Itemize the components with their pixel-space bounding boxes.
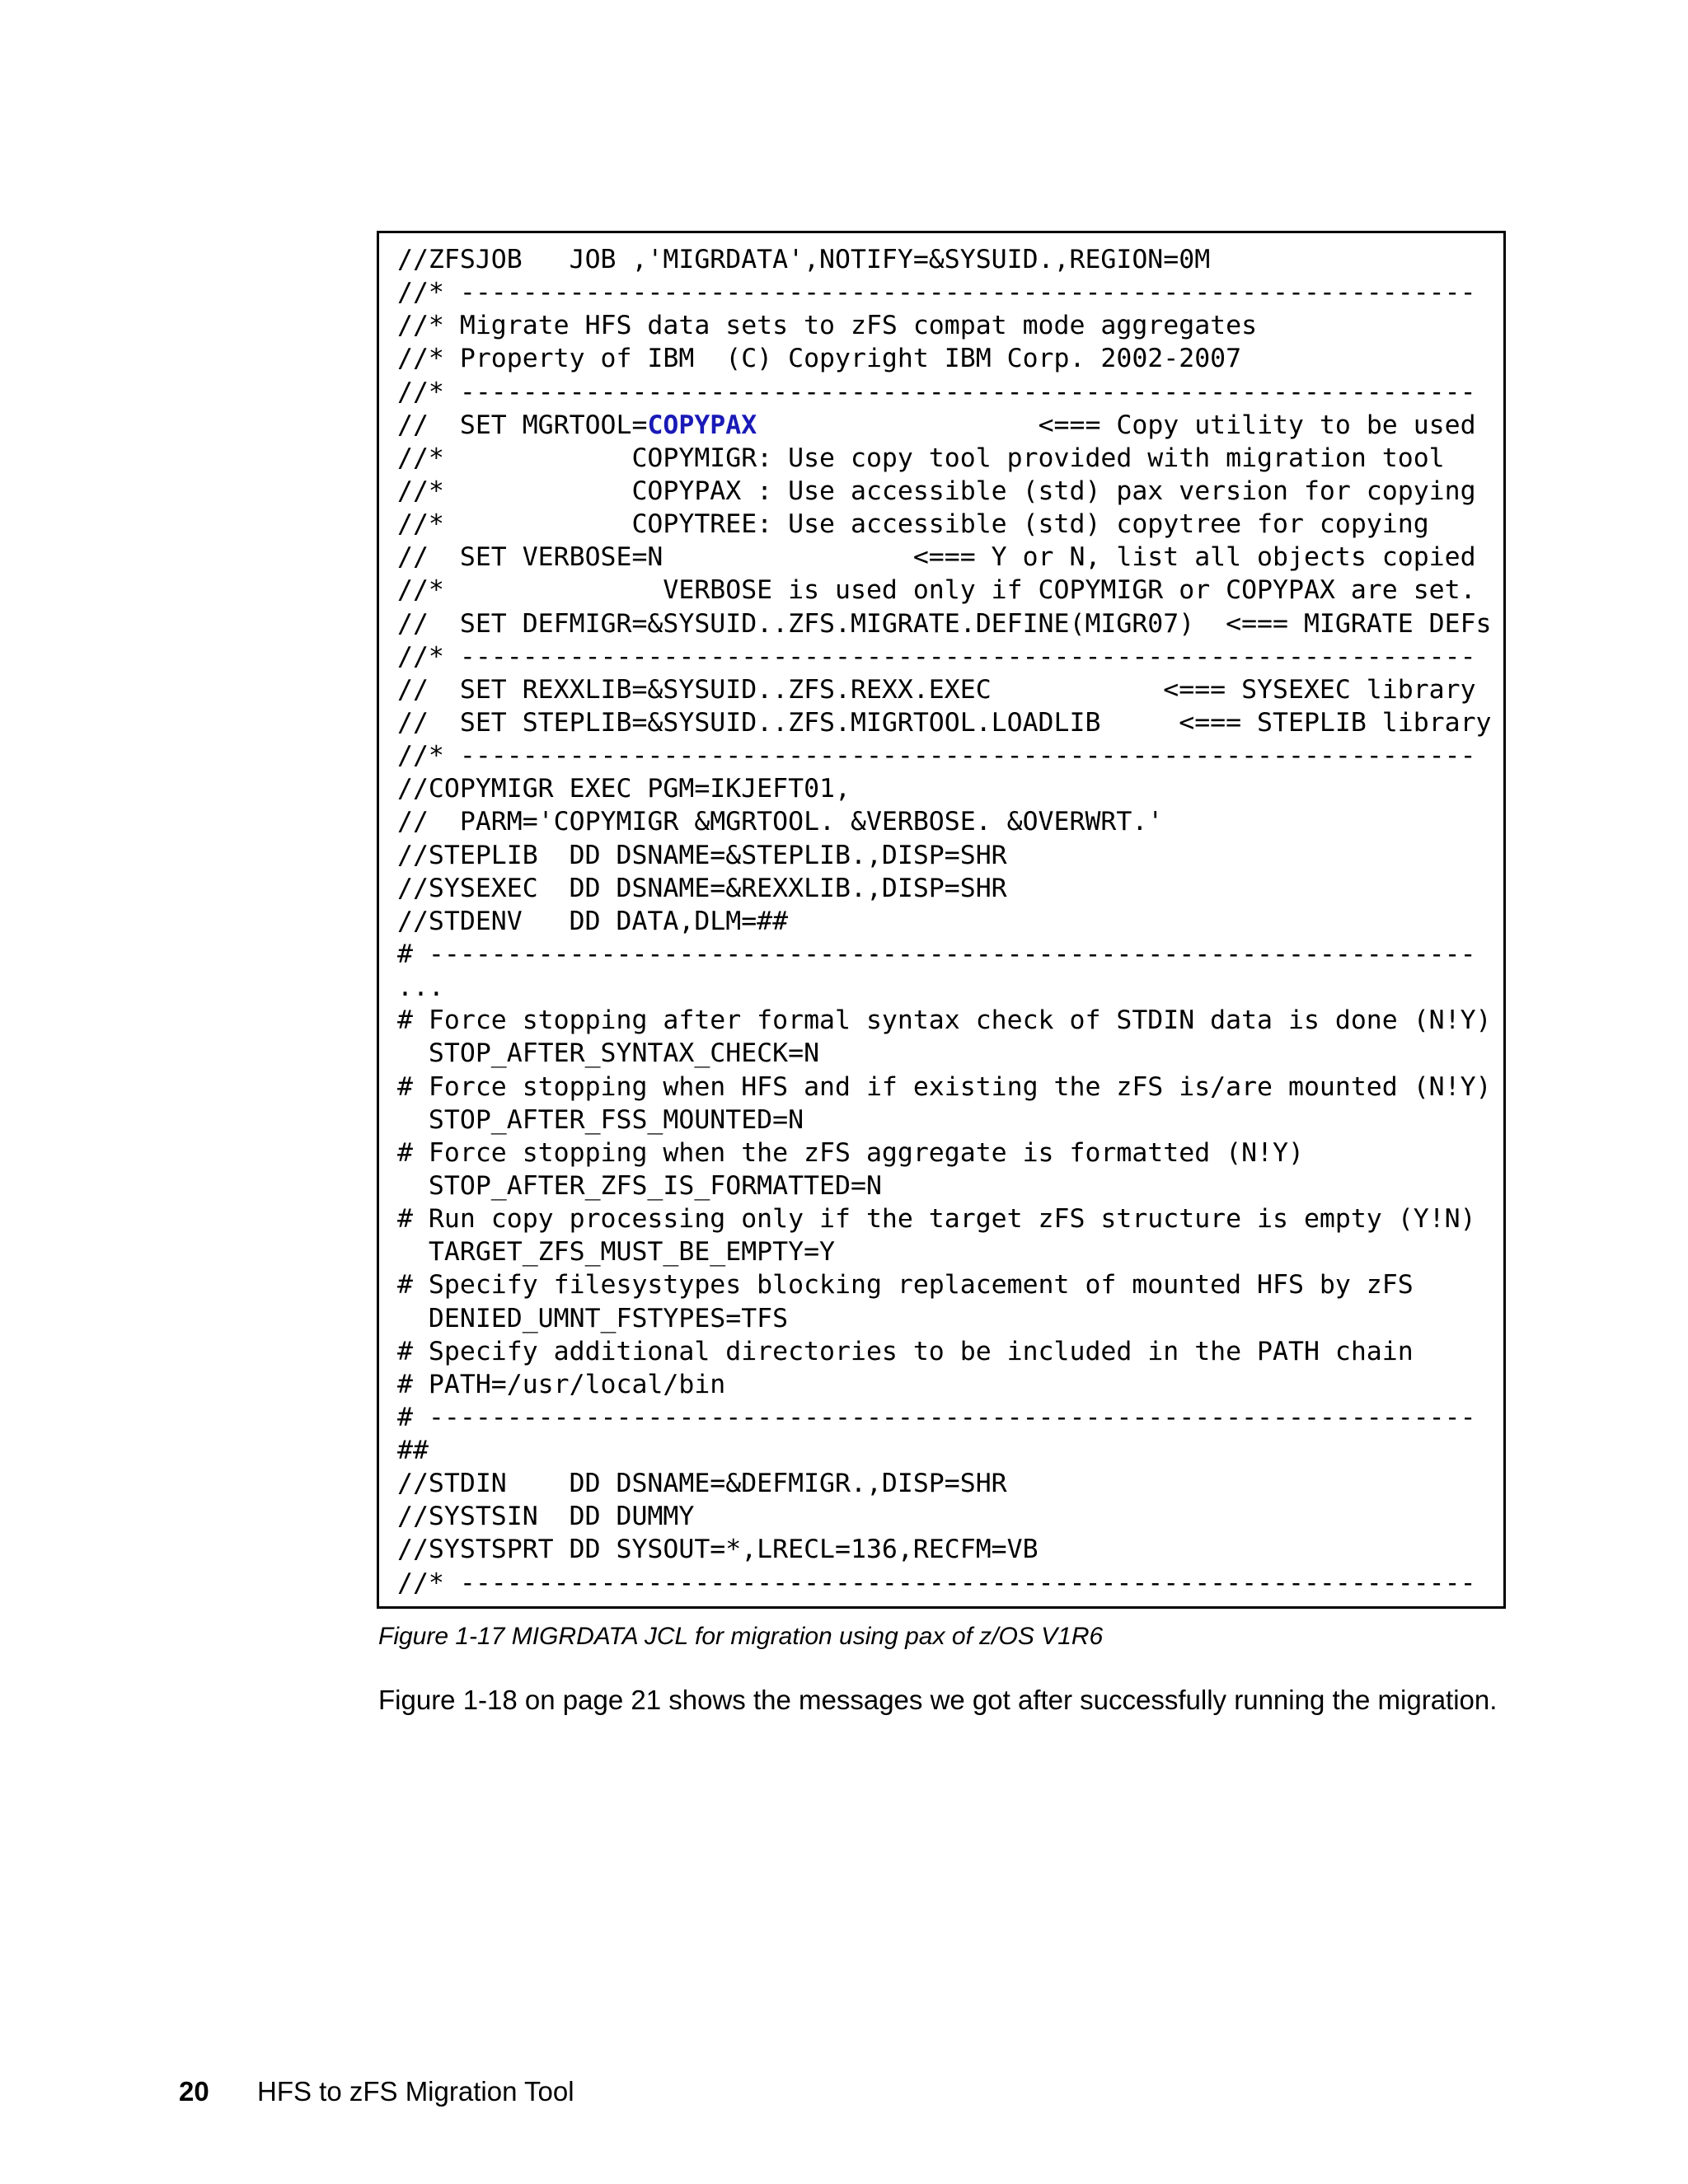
code-line: ...: [397, 972, 444, 1003]
code-line: DENIED_UMNT_FSTYPES=TFS: [397, 1303, 789, 1333]
code-line: # PATH=/usr/local/bin: [397, 1369, 726, 1399]
code-line: TARGET_ZFS_MUST_BE_EMPTY=Y: [397, 1237, 836, 1268]
code-line: // SET DEFMIGR=&SYSUID..ZFS.MIGRATE.DEFINE(MIGR07) <=== MIGRATE DEFs: [397, 608, 1492, 639]
code-line: // SET VERBOSE=N <=== Y or N, list all objects copied: [397, 542, 1476, 573]
code-line: //* -----------------------------------------------------------------: [397, 641, 1476, 672]
code-line: # Force stopping after formal syntax check of STDIN data is done (N!Y): [397, 1005, 1492, 1036]
code-line: # -------------------------------------------------------------------: [397, 939, 1476, 969]
code-line: # Force stopping when the zFS aggregate is formatted (N!Y): [397, 1137, 1304, 1168]
page-number: 20: [179, 2076, 209, 2107]
code-line: //* -----------------------------------------------------------------: [397, 1568, 1476, 1598]
code-line: //* -----------------------------------------------------------------: [397, 278, 1476, 308]
code-line: STOP_AFTER_ZFS_IS_FORMATTED=N: [397, 1170, 882, 1201]
code-line: STOP_AFTER_FSS_MOUNTED=N: [397, 1104, 804, 1135]
code-line: // SET REXXLIB=&SYSUID..ZFS.REXX.EXEC <=== SYSEXEC library: [397, 674, 1476, 705]
code-line: # Run copy processing only if the target zFS structure is empty (Y!N): [397, 1204, 1476, 1235]
code-line: //* COPYPAX : Use accessible (std) pax version for copying: [397, 476, 1476, 506]
code-line: //* VERBOSE is used only if COPYMIGR or COPYPAX are set.: [397, 575, 1476, 606]
code-line: //* COPYMIGR: Use copy tool provided with migration tool: [397, 443, 1445, 473]
highlighted-value: COPYPAX: [647, 410, 757, 440]
code-line: //* COPYTREE: Use accessible (std) copytree for copying: [397, 509, 1429, 540]
code-line: # Specify additional directories to be included in the PATH chain: [397, 1336, 1414, 1366]
code-line: // SET MGRTOOL=COPYPAX <=== Copy utility to be used: [397, 410, 1476, 440]
code-line: ##: [397, 1436, 429, 1466]
code-line: //STDENV DD DATA,DLM=##: [397, 906, 789, 936]
code-line: STOP_AFTER_SYNTAX_CHECK=N: [397, 1038, 820, 1069]
footer-title: HFS to zFS Migration Tool: [257, 2076, 574, 2107]
code-line: //* -----------------------------------------------------------------: [397, 377, 1476, 407]
code-line: //* -----------------------------------------------------------------: [397, 741, 1476, 771]
jcl-listing: [377, 231, 1506, 1609]
figure-caption: Figure 1-17 MIGRDATA JCL for migration using pax of z/OS V1R6: [378, 1623, 1104, 1650]
code-line: //SYSTSPRT DD SYSOUT=*,LRECL=136,RECFM=VB: [397, 1535, 1039, 1565]
code-line: //STEPLIB DD DSNAME=&STEPLIB.,DISP=SHR: [397, 840, 1007, 870]
code-line: //STDIN DD DSNAME=&DEFMIGR.,DISP=SHR: [397, 1469, 1007, 1499]
code-line: //SYSTSIN DD DUMMY: [397, 1502, 695, 1532]
code-line: //ZFSJOB JOB ,'MIGRDATA',NOTIFY=&SYSUID.,REGION=0M: [397, 245, 1211, 274]
code-line: //* Migrate HFS data sets to zFS compat mode aggregates: [397, 311, 1258, 341]
body-paragraph: Figure 1-18 on page 21 shows the messages we got after successfully running the migration.: [378, 1685, 1498, 1715]
page-footer: [179, 2075, 574, 2108]
code-line: //* Property of IBM (C) Copyright IBM Corp. 2002-2007: [397, 344, 1242, 374]
code-line: # Specify filesystypes blocking replacement of mounted HFS by zFS: [397, 1270, 1414, 1301]
code-line: # -------------------------------------------------------------------: [397, 1402, 1476, 1432]
code-line: # Force stopping when HFS and if existing the zFS is/are mounted (N!Y): [397, 1071, 1492, 1102]
code-line: //COPYMIGR EXEC PGM=IKJEFT01,: [397, 774, 851, 804]
code-lines: [397, 243, 1503, 1600]
code-line: // SET STEPLIB=&SYSUID..ZFS.MIGRTOOL.LOADLIB <=== STEPLIB library: [397, 707, 1492, 738]
code-line: //SYSEXEC DD DSNAME=&REXXLIB.,DISP=SHR: [397, 873, 1007, 903]
code-line: // PARM='COPYMIGR &MGRTOOL. &VERBOSE. &OVERWRT.': [397, 807, 1164, 837]
